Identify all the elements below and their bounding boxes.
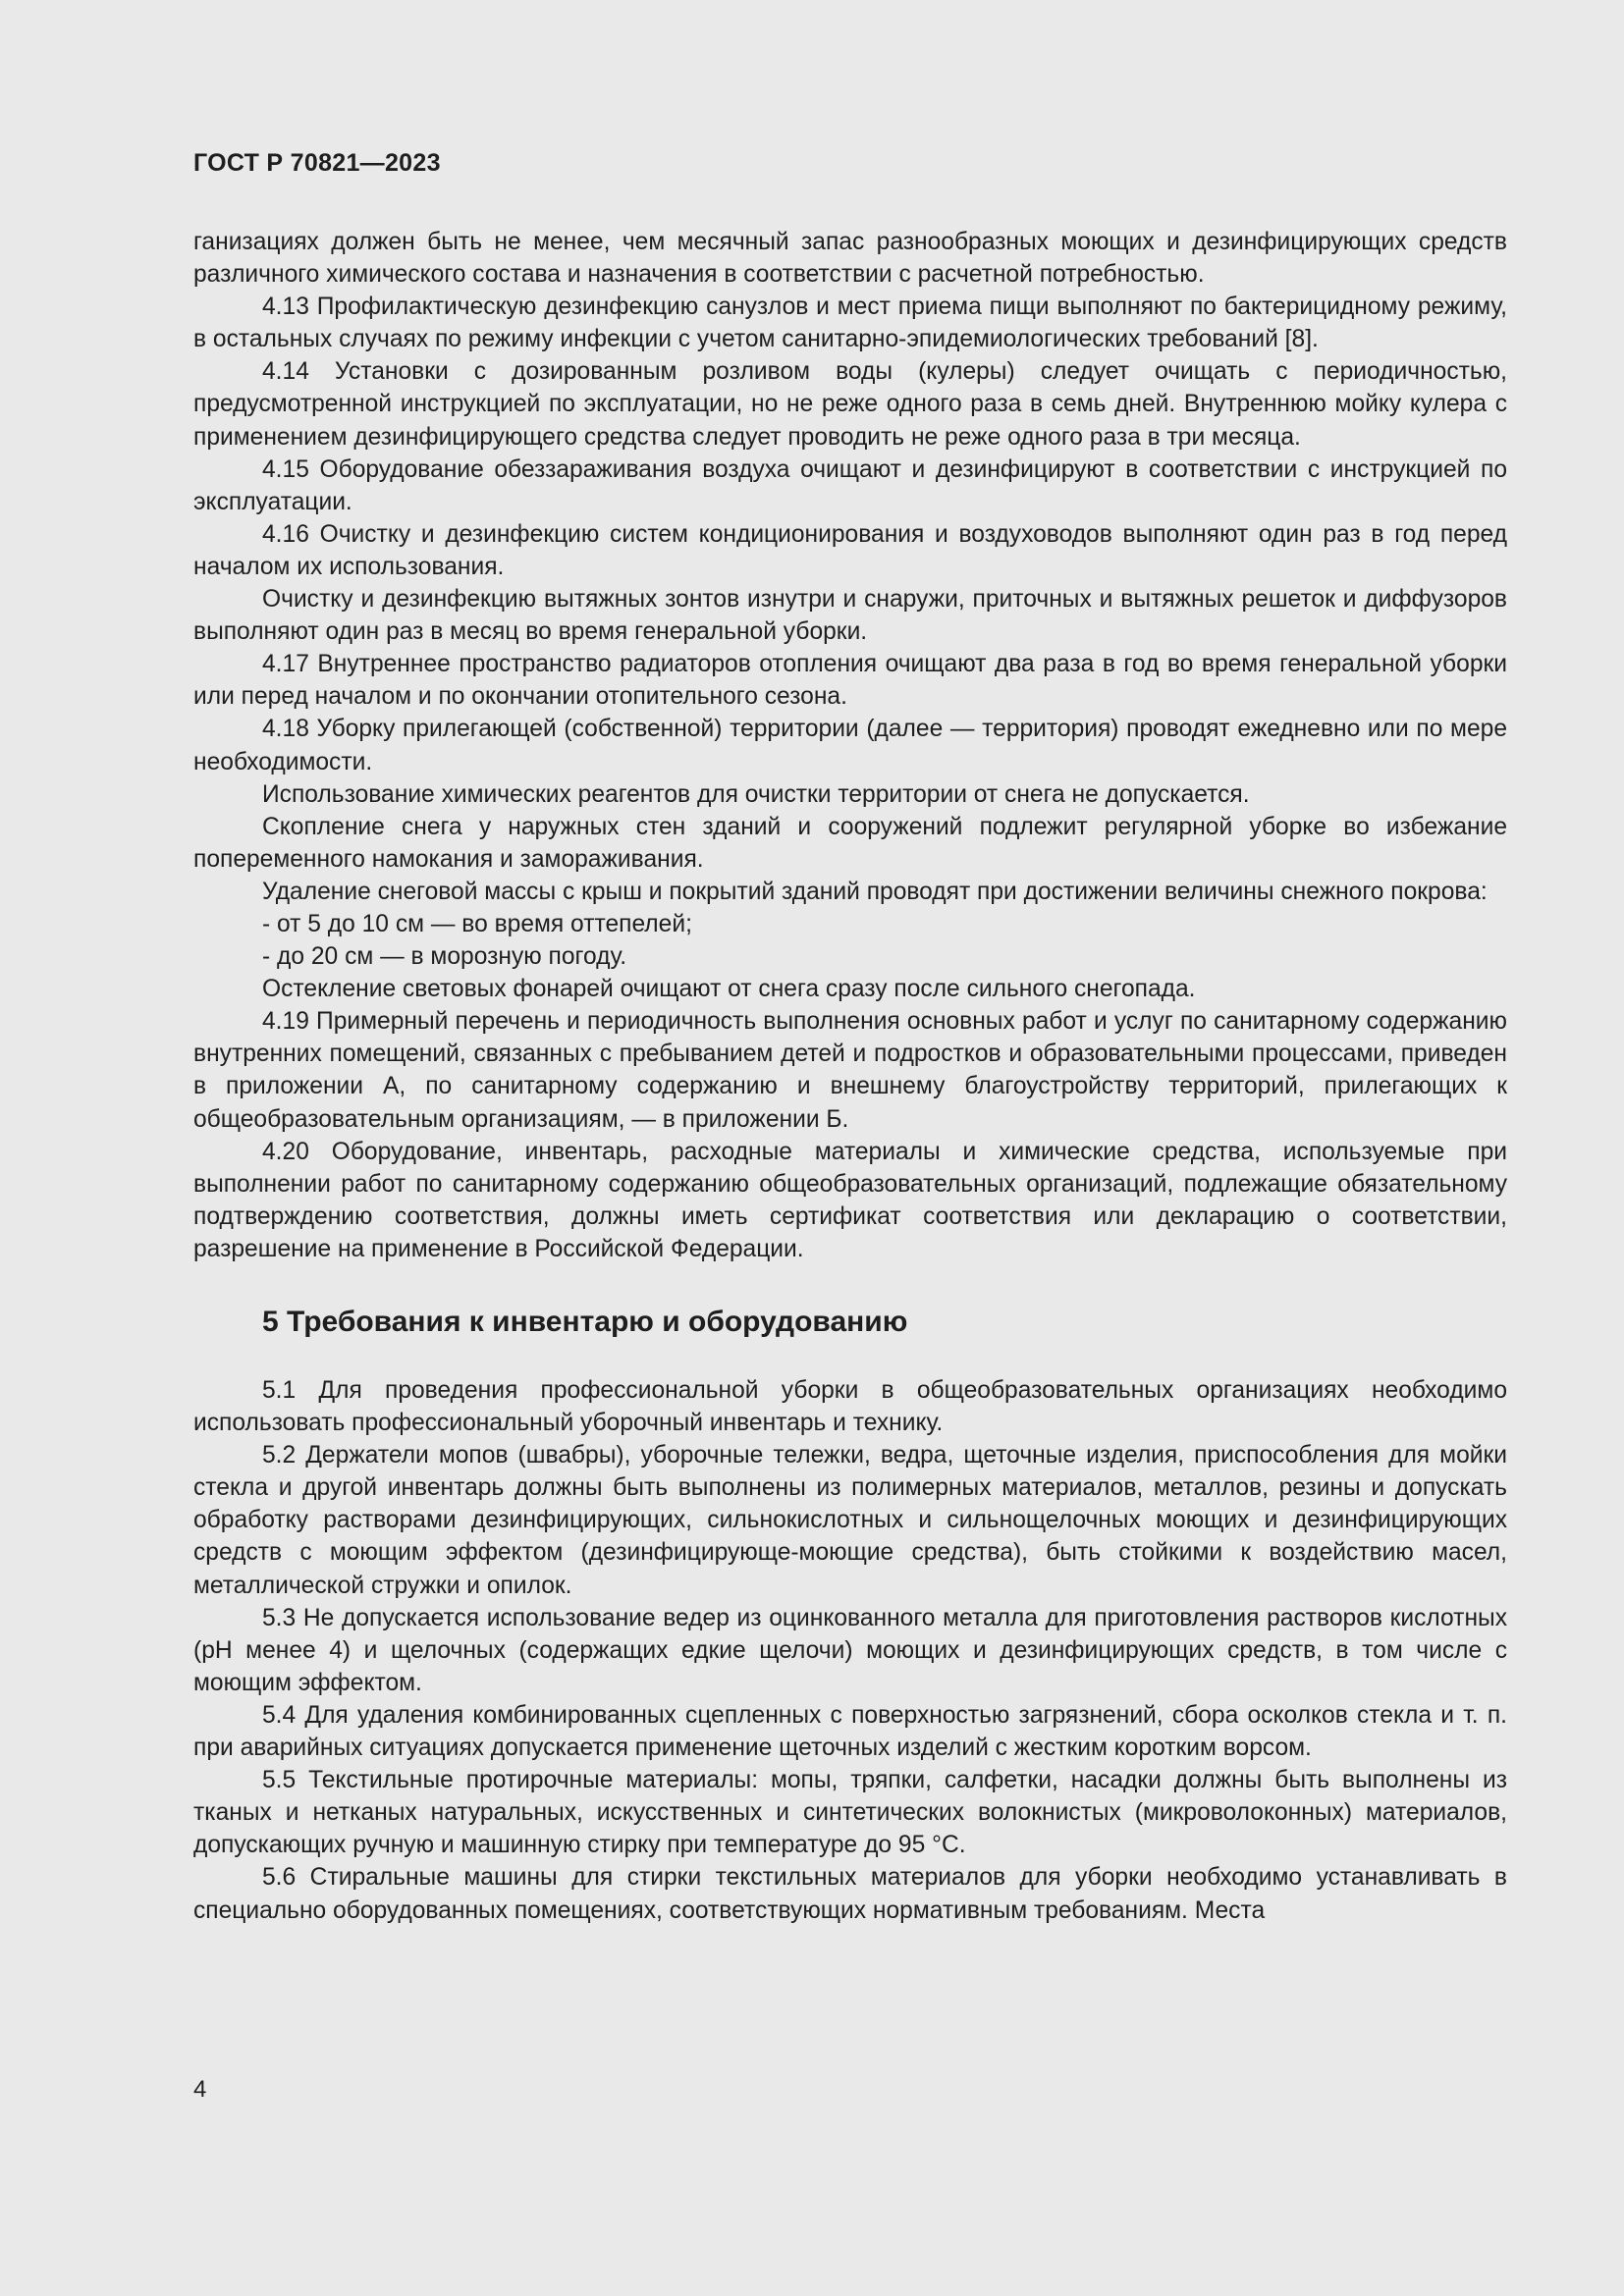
paragraphs-after-section (193, 1374, 1507, 1927)
paragraph: ганизациях должен быть не менее, чем месячный запас разнообразных моющих и дезинфицирующих средств различного химического состава и назначения в соответствии с расчетной потребностью. (193, 229, 1507, 289)
list-item: - от 5 до 10 см — во время оттепелей; (262, 910, 692, 937)
paragraph: 5.5 Текстильные протирочные материалы: мопы, тряпки, салфетки, насадки должны быть выполнены из тканых и нетканых натуральных, искусственных и синтетических волокнистых (микроволоконных) материалов, допускающих ручную и машинную стирку при температуре до 95 °С. (193, 1767, 1507, 1859)
paragraph: Использование химических реагентов для очистки территории от снега не допускается. (262, 780, 1250, 808)
paragraph: 5.3 Не допускается использование ведер из оцинкованного металла для приготовления растворов кислотных (pH менее 4) и щелочных (содержащих едкие щелочи) моющих и дезинфицирующих средств, в том числе с моющим эффектом. (193, 1604, 1507, 1696)
section-title: 5 Требования к инвентарю и оборудованию (262, 1306, 908, 1338)
paragraph: Скопление снега у наружных стен зданий и сооружений подлежит регулярной уборке во избежание попеременного намокания и замораживания. (193, 813, 1507, 873)
page-number: 4 (193, 2076, 207, 2103)
list-item: - до 20 см — в морозную погоду. (262, 943, 627, 971)
paragraph: 4.20 Оборудование, инвентарь, расходные материалы и химические средства, используемые при выполнении работ по санитарному содержанию общеобразовательных организаций, подлежащие обязательному подтверждению соответствия, должны иметь сертификат соответствия или декларацию о соответствии, разрешение на применение в Российской Федерации. (193, 1138, 1507, 1262)
paragraph: 5.6 Стиральные машины для стирки текстильных материалов для уборки необходимо устанавливать в специально оборудованных помещениях, соответствующих нормативным требованиям. Места (193, 1864, 1507, 1924)
paragraph: Остекление световых фонарей очищают от снега сразу после сильного снегопада. (262, 976, 1196, 1003)
paragraph: 5.1 Для проведения профессиональной уборки в общеобразовательных организациях необходимо использовать профессиональный уборочный инвентарь и технику. (193, 1377, 1507, 1437)
document-body (193, 226, 1507, 1927)
paragraph: 5.4 Для удаления комбинированных сцепленных с поверхностью загрязнений, сбора осколков стекла и т. п. при аварийных ситуациях допускается применение щеточных изделий с жестким коротким ворсом. (193, 1701, 1507, 1762)
paragraph: 4.15 Оборудование обеззараживания воздуха очищают и дезинфицируют в соответствии с инструкцией по эксплуатации. (193, 455, 1507, 515)
paragraph: 4.18 Уборку прилегающей (собственной) территории (далее — территория) проводят ежедневно или по мере необходимости. (193, 716, 1507, 775)
paragraph: 4.17 Внутреннее пространство радиаторов отопления очищают два раза в год во время генеральной уборки или перед началом и по окончании отопительного сезона. (193, 651, 1507, 711)
paragraph: 4.13 Профилактическую дезинфекцию санузлов и мест приема пищи выполняют по бактерицидному режиму, в остальных случаях по режиму инфекции с учетом санитарно-эпидемиологических требований [8]. (193, 294, 1507, 353)
paragraph: 4.16 Очистку и дезинфекцию систем кондиционирования и воздуховодов выполняют один раз в год перед началом их использования. (193, 520, 1507, 580)
paragraph: Очистку и дезинфекцию вытяжных зонтов изнутри и снаружи, приточных и вытяжных решеток и диффузоров выполняют один раз в месяц во время генеральной уборки. (193, 586, 1507, 646)
paragraph: 4.19 Примерный перечень и периодичность выполнения основных работ и услуг по санитарному содержанию внутренних помещений, связанных с пребыванием детей и подростков и образовательными процессами, приведен в приложении А, по санитарному содержанию и внешнему благоустройству территорий, прилегающих к общеобразовательным организациям, — в приложении Б. (193, 1008, 1507, 1133)
paragraph: Удаление снеговой массы с крыш и покрытий зданий проводят при достижении величины снежного покрова: (262, 878, 1488, 905)
paragraphs-before-section (193, 226, 1507, 1265)
paragraph: 4.14 Установки с дозированным розливом воды (кулеры) следует очищать с периодичностью, предусмотренной инструкцией по эксплуатации, но не реже одного раза в семь дней. Внутреннюю мойку кулера с применением дезинфицирующего средства следует проводить не реже одного раза в три месяца. (193, 358, 1507, 451)
paragraph: 5.2 Держатели мопов (швабры), уборочные тележки, ведра, щеточные изделия, приспособления для мойки стекла и другой инвентарь должны быть выполнены из полимерных материалов, металлов, резины и допускать обработку растворами дезинфицирующих, сильнокислотных и сильнощелочных моющих и дезинфицирующих средств с моющим эффектом (дезинфицирующе-моющие средства), быть стойкими к воздействию масел, металлической стружки и опилок. (193, 1442, 1507, 1599)
document-code-header: ГОСТ Р 70821—2023 (193, 149, 441, 177)
